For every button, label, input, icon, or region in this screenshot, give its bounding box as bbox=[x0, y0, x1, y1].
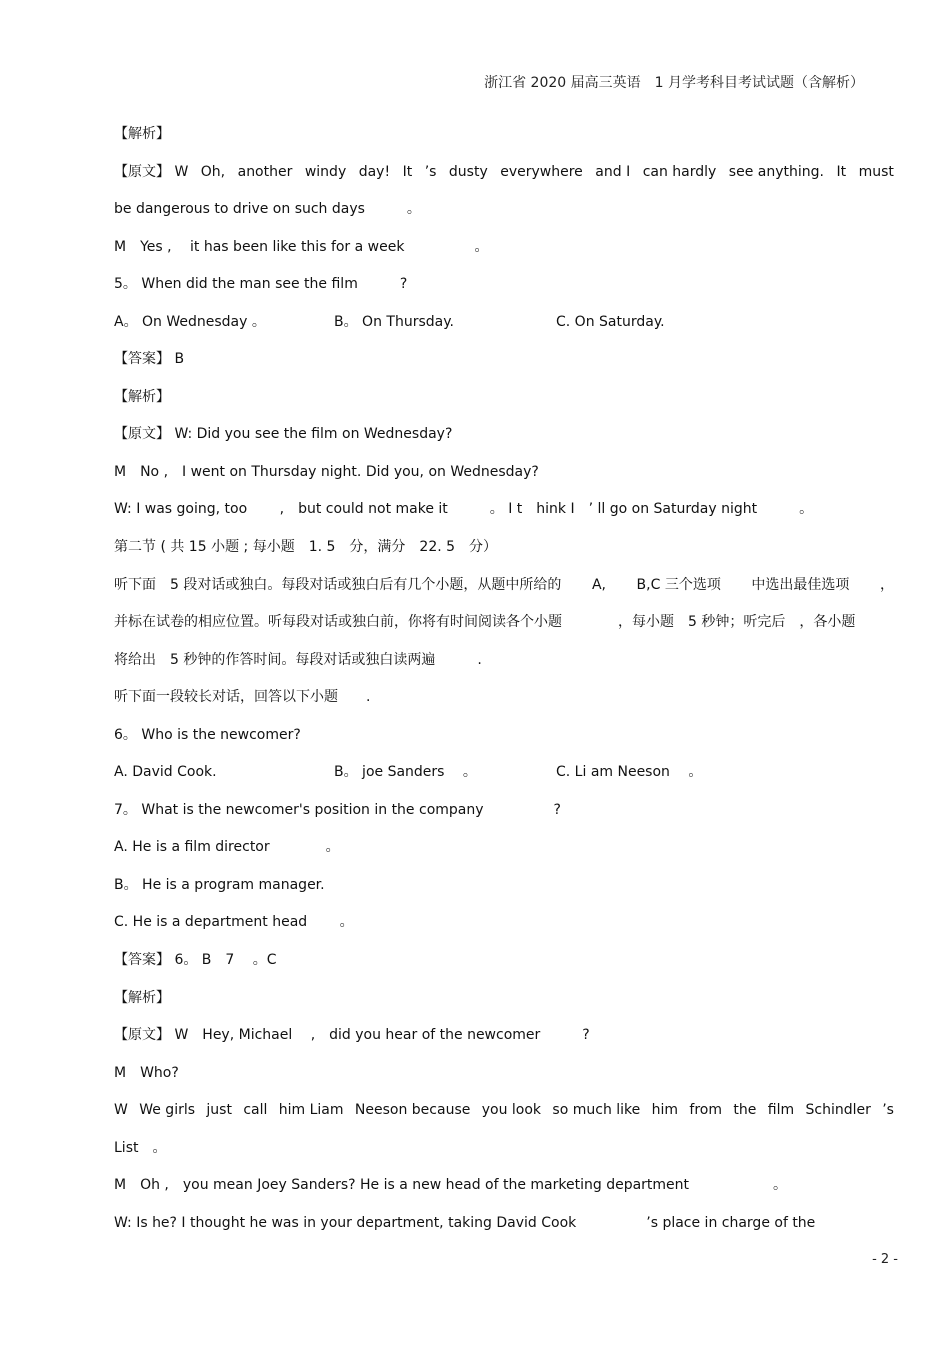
line-analysis-heading: 【解析】 bbox=[114, 388, 170, 405]
question-5-options bbox=[114, 312, 894, 350]
option-c: C. He is a department head 。 bbox=[114, 914, 354, 931]
answer-line: 【答案】 6。 B 7 。C bbox=[114, 952, 277, 969]
line-analysis-heading: 【解析】 bbox=[114, 989, 170, 1006]
document-body bbox=[114, 124, 894, 1250]
page-number: - 2 - bbox=[872, 1252, 898, 1267]
page-header: 浙江省 2020 届高三英语 1 月学考科目考试试题（含解析） bbox=[484, 75, 864, 91]
instructions-line-2: 并标在试卷的相应位置。听每段对话或独白前，你将有时间阅读各个小题 ，每小题 5 秒钟；听完后 ，各小题 bbox=[114, 614, 856, 631]
line-text: W: I was going, too , but could not make it 。 I t hink I ’ ll go on Saturday night 。 bbox=[114, 501, 814, 518]
line-text: 【原文】 W Hey, Michael , did you hear of the newcomer ? bbox=[114, 1027, 590, 1044]
instructions-line-4: 听下面一段较长对话，回答以下小题 . bbox=[114, 689, 371, 706]
question-7: 7。 What is the newcomer's position in the company ? bbox=[114, 801, 561, 818]
option-a: A. He is a film director 。 bbox=[114, 839, 340, 856]
line-text: M No , I went on Thursday night. Did you, on Wednesday? bbox=[114, 463, 539, 480]
line-text: M Who? bbox=[114, 1064, 179, 1081]
line-analysis-heading: 【解析】 bbox=[114, 126, 170, 142]
line-text: be dangerous to drive on such days 。 bbox=[114, 201, 421, 218]
option-b: B。 He is a program manager. bbox=[114, 876, 325, 893]
option-c: C. On Saturday. bbox=[556, 313, 665, 330]
instructions-line-1: 听下面 5 段对话或独白。每段对话或独白后有几个小题，从题中所给的 A, B,C 三个选项 中选出最佳选项 ， bbox=[114, 576, 894, 593]
instructions-line-3: 将给出 5 秒钟的作答时间。每段对话或独白读两遍 . bbox=[114, 651, 482, 668]
option-b: B。 On Thursday. bbox=[334, 313, 454, 330]
line-transcript-justified: 【原文】 W Oh, another windy day! It ’s dusty everywhere and I can hardly see anything. It must bbox=[114, 163, 894, 180]
line-text: W: Is he? I thought he was in your department, taking David Cook ’s place in charge of the bbox=[114, 1214, 816, 1231]
line-text: M Oh , you mean Joey Sanders? He is a new head of the marketing department 。 bbox=[114, 1177, 788, 1194]
line-dialogue-justified: W We girls just call him Liam Neeson because you look so much like him from the film Schindler ’s bbox=[114, 1102, 894, 1119]
question-6: 6。 Who is the newcomer? bbox=[114, 726, 301, 743]
option-c: C. Li am Neeson 。 bbox=[556, 764, 703, 781]
section-heading: 第二节 ( 共 15 小题 ; 每小题 1. 5 分，满分 22. 5 分） bbox=[114, 539, 498, 556]
line-text: List 。 bbox=[114, 1139, 167, 1156]
option-a: A。 On Wednesday 。 bbox=[114, 313, 266, 330]
question-6-options bbox=[114, 762, 894, 800]
option-b: B。 joe Sanders 。 bbox=[334, 764, 477, 781]
answer-line: 【答案】 B bbox=[114, 351, 185, 368]
line-text: 【原文】 W: Did you see the film on Wednesday? bbox=[114, 426, 453, 443]
line-text: M Yes , it has been like this for a week 。 bbox=[114, 238, 489, 255]
question-5: 5。 When did the man see the film ? bbox=[114, 276, 408, 293]
option-a: A. David Cook. bbox=[114, 764, 217, 781]
